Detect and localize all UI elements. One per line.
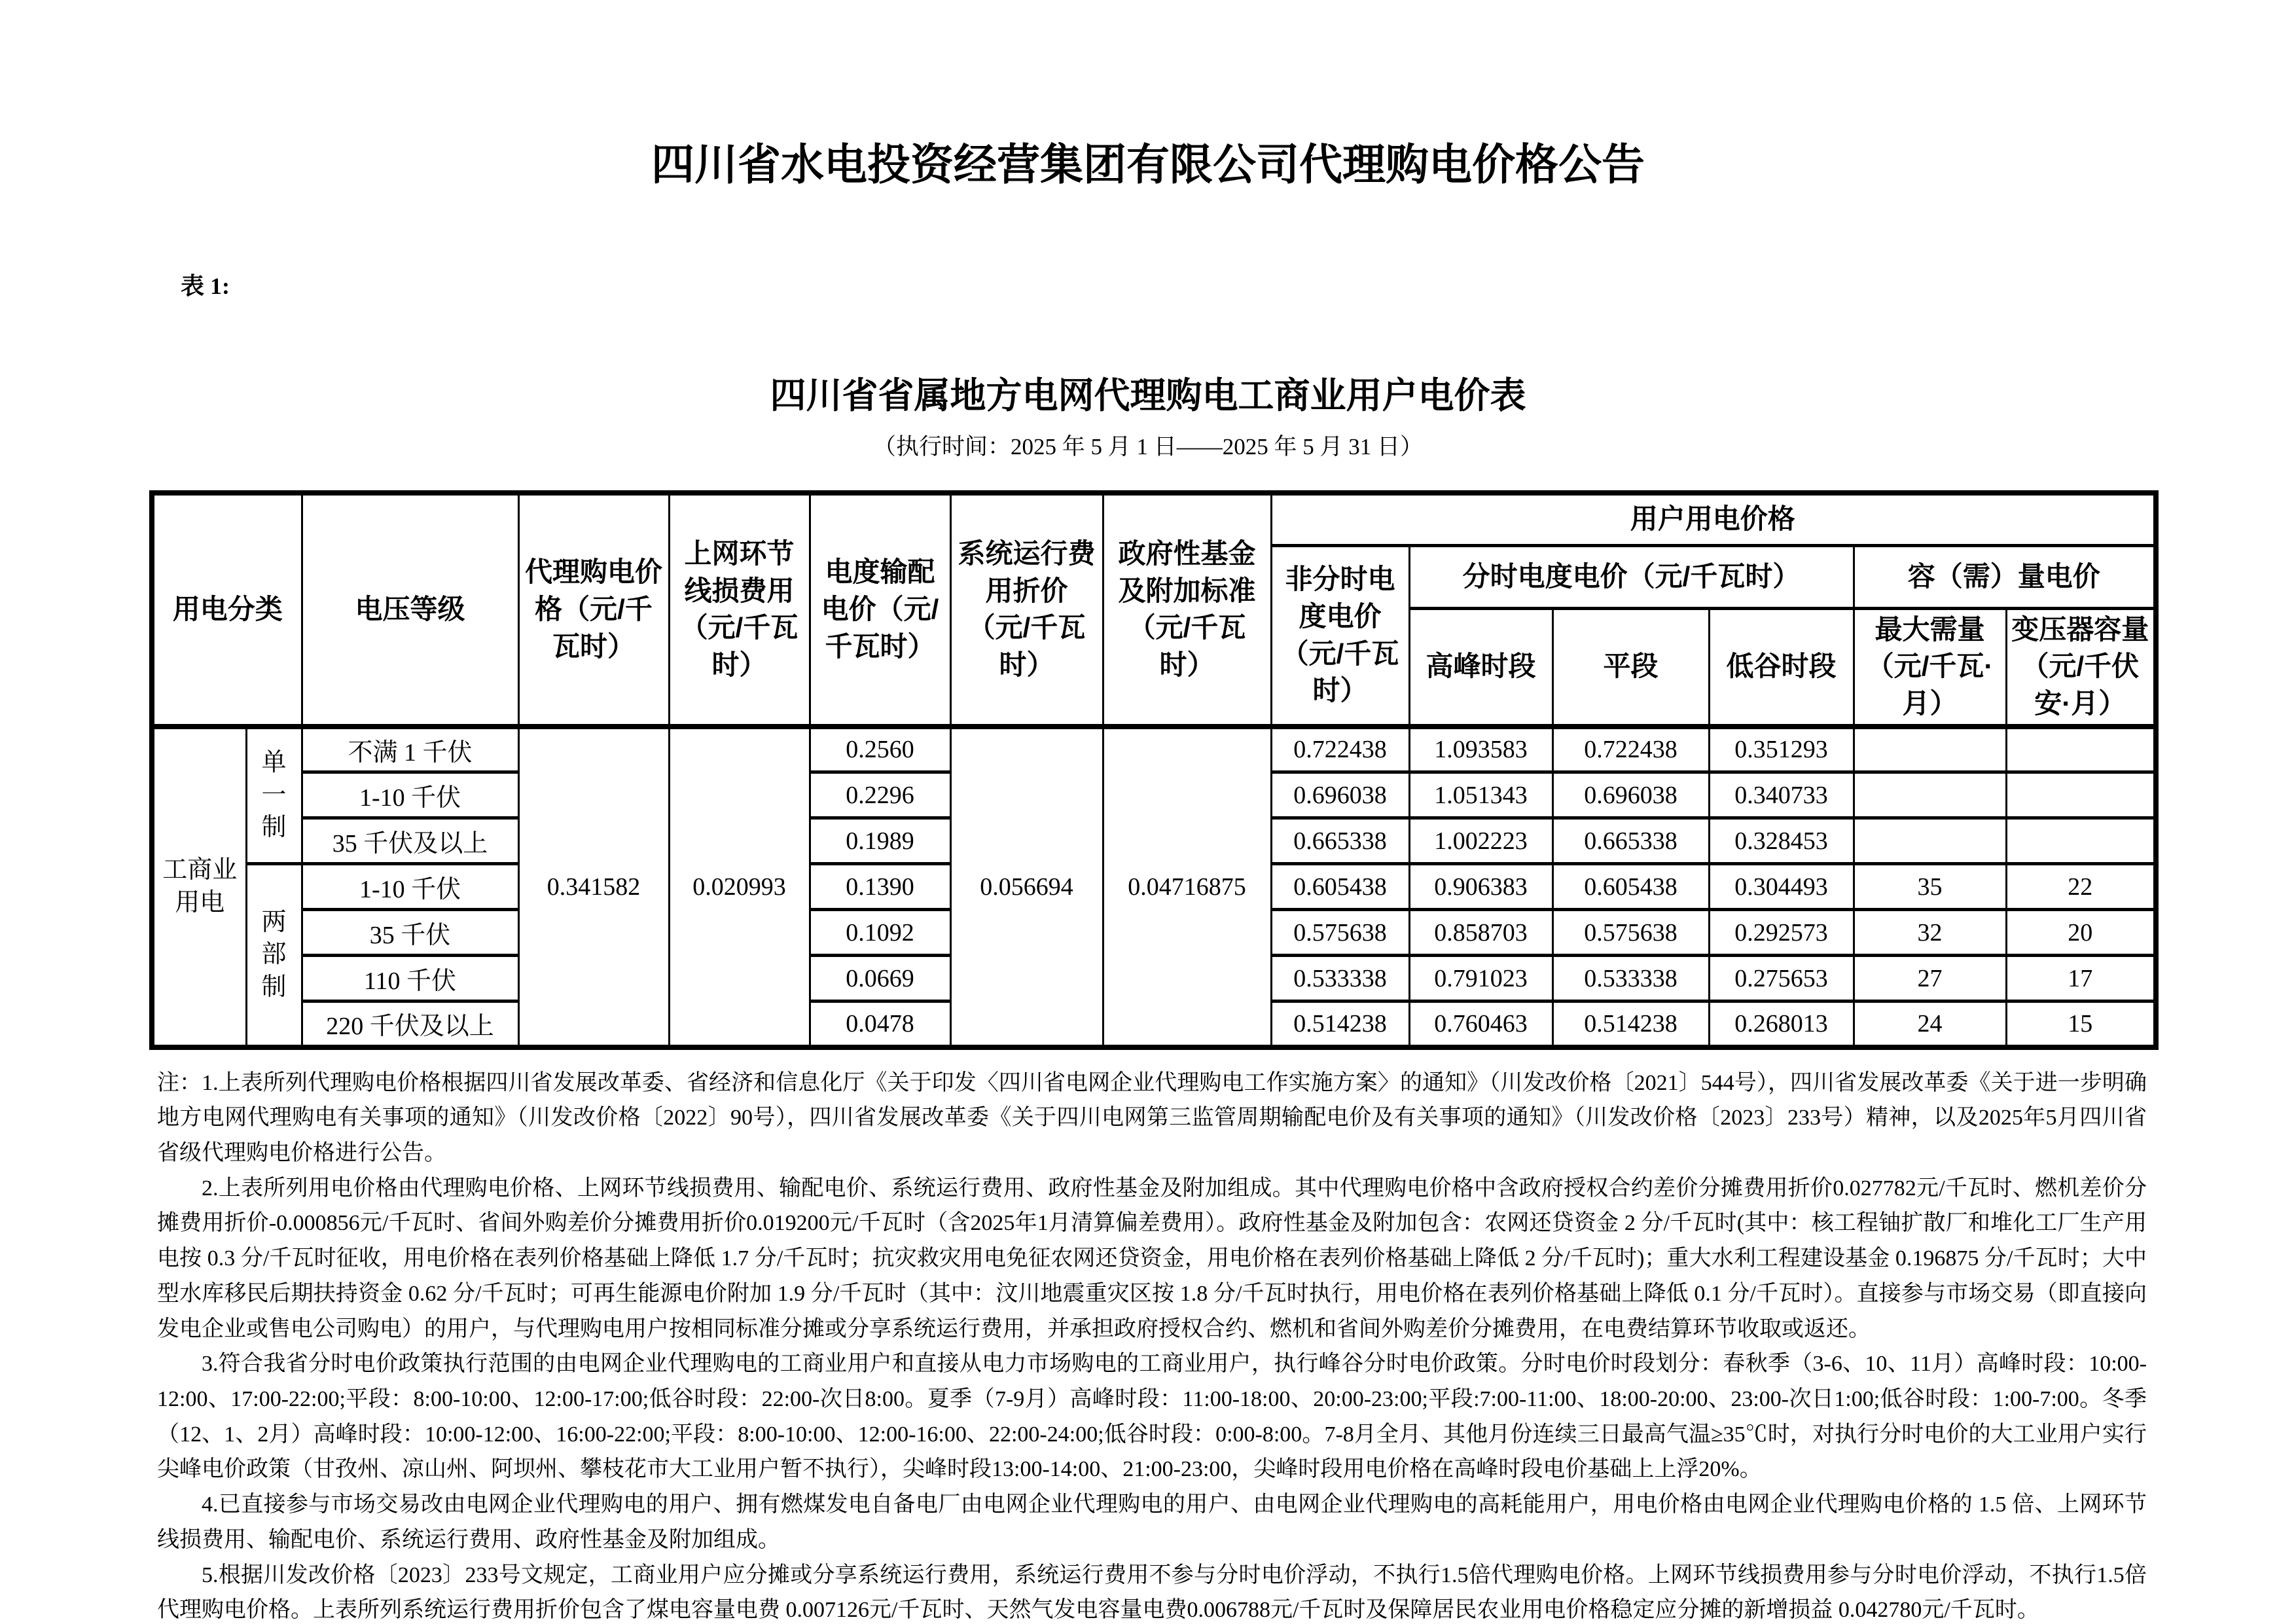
flat-price-cell: 0.722438 [1271,727,1409,772]
transmission-price-cell: 0.1989 [810,818,950,864]
peak-price-cell: 0.791023 [1409,956,1552,1001]
note-paragraph-2: 2.上表所列用电价格由代理购电价格、上网环节线损费用、输配电价、系统运行费用、政府性基金及附加组成。其中代理购电价格中含政府授权合约差价分摊费用折价0.027782元/千瓦时、燃机差价分摊费用折价-0.000856元/千瓦时、省间外购差价分摊费用折价0.019200元/千瓦时（含2025年1月清算偏差费用）。政府性基金及附加包含：农网还贷资金 2 分/千瓦时(其中：核工程铀扩散厂和堆化工厂生产用电按 0.3 分/千瓦时征收，用电价格在表列价格基础上降低 1.7 分/千瓦时；抗灾救灾用电免征农网还贷资金，用电价格在表列价格基础上降低 2 分/千瓦时)；重大水利工程建设基金 0.196875 分/千瓦时；大中型水库移民后期扶持资金 0.62 分/千瓦时；可再生能源电价附加 1.9 分/千瓦时（其中：汶川地震重灾区按 1.8 分/千瓦时执行，用电价格在表列价格基础上降低 0.1 分/千瓦时）。直接参与市场交易（即直接向发电企业或售电公司购电）的用户，与代理购电用户按相同标准分摊或分享系统运行费用，并承担政府授权合约、燃机和省间外购差价分摊费用，在电费结算环节收取或返还。 [157,1176,2147,1341]
normal-price-cell: 0.696038 [1552,772,1709,818]
peak-price-cell: 0.906383 [1409,864,1552,910]
agency-price-cell: 0.341582 [518,727,669,1047]
grid-loss-cell: 0.020993 [669,727,810,1047]
peak-price-cell: 0.760463 [1409,1001,1552,1047]
two-part-system-cell: 两部制 [246,864,302,1047]
header-usage-class: 用电分类 [152,493,302,727]
table-title: 四川省省属地方电网代理购电工商业用户电价表 [770,375,1526,416]
normal-price-cell: 0.533338 [1552,956,1709,1001]
notes-section [157,1066,2147,1624]
transformer-capacity-cell: 20 [2006,910,2156,956]
flat-price-cell: 0.533338 [1271,956,1409,1001]
normal-price-cell: 0.605438 [1552,864,1709,910]
document-title: 四川省水电投资经营集团有限公司代理购电价格公告 [651,140,1645,189]
price-table [149,490,2159,1050]
valley-price-cell: 0.275653 [1709,956,1854,1001]
peak-price-cell: 1.093583 [1409,727,1552,772]
valley-price-cell: 0.340733 [1709,772,1854,818]
single-system-cell: 单一制 [246,727,302,864]
transmission-price-cell: 0.0478 [810,1001,950,1047]
header-tou-price: 分时电度电价（元/千瓦时） [1409,545,1854,608]
header-user-price: 用户用电价格 [1271,493,2156,545]
voltage-cell: 220 千伏及以上 [302,1001,518,1047]
header-system-operation-fee: 系统运行费用折价（元/千瓦时） [950,493,1103,727]
normal-price-cell: 0.514238 [1552,1001,1709,1047]
flat-price-cell: 0.575638 [1271,910,1409,956]
header-max-demand: 最大需量（元/千瓦·月） [1854,608,2006,727]
empty-cell [2006,772,2156,818]
transmission-price-cell: 0.1092 [810,910,950,956]
note-paragraph-5: 5.根据川发改价格〔2023〕233号文规定，工商业用户应分摊或分享系统运行费用，系统运行费用不参与分时电价浮动，不执行1.5倍代理购电价格。上网环节线损费用参与分时电价浮动，不执行1.5倍代理购电价格。上表所列系统运行费用折价包含了煤电容量电费 0.007126元/千瓦时、天然气发电容量电费0.006788元/千瓦时及保障居民农业用电价格稳定应分摊的新增损益 0.042780元/千瓦时。 [157,1562,2147,1623]
transmission-price-cell: 0.2560 [810,727,950,772]
valley-price-cell: 0.268013 [1709,1001,1854,1047]
empty-cell [2006,818,2156,864]
note-paragraph-1: 注：1.上表所列代理购电价格根据四川省发展改革委、省经济和信息化厅《关于印发〈四川省电网企业代理购电工作实施方案〉的通知》（川发改价格〔2021〕544号），四川省发展改革委《关于进一步明确地方电网代理购电有关事项的通知》（川发改价格〔2022〕90号），四川省发展改革委《关于四川电网第三监管周期输配电价及有关事项的通知》（川发改价格〔2023〕233号）精神，以及2025年5月四川省省级代理购电价格进行公告。 [157,1070,2147,1165]
header-grid-loss-fee: 上网环节线损费用（元/千瓦时） [669,493,810,727]
peak-price-cell: 1.051343 [1409,772,1552,818]
empty-cell [1854,772,2006,818]
voltage-cell: 110 千伏 [302,956,518,1001]
header-peak-period: 高峰时段 [1409,608,1552,727]
flat-price-cell: 0.696038 [1271,772,1409,818]
peak-price-cell: 1.002223 [1409,818,1552,864]
transformer-capacity-cell: 17 [2006,956,2156,1001]
execution-period: （执行时间：2025 年 5 月 1 日——2025 年 5 月 31 日） [872,434,1423,460]
government-fund-cell: 0.04716875 [1103,727,1271,1047]
voltage-cell: 35 千伏 [302,910,518,956]
header-government-fund: 政府性基金及附加标准（元/千瓦时） [1103,493,1271,727]
flat-price-cell: 0.665338 [1271,818,1409,864]
system-fee-cell: 0.056694 [950,727,1103,1047]
valley-price-cell: 0.351293 [1709,727,1854,772]
note-paragraph-3: 3.符合我省分时电价政策执行范围的由电网企业代理购电的工商业用户和直接从电力市场购电的工商业用户，执行峰谷分时电价政策。分时电价时段划分：春秋季（3-6、10、11月）高峰时段：10:00-12:00、17:00-22:00;平段：8:00-10:00、12:00-17:00;低谷时段：22:00-次日8:00。夏季（7-9月）高峰时段：11:00-18:00、20:00-23:00;平段:7:00-11:00、18:00-20:00、23:00-次日1:00;低谷时段：1:00-7:00。冬季（12、1、2月）高峰时段：10:00-12:00、16:00-22:00;平段：8:00-10:00、12:00-16:00、22:00-24:00;低谷时段：0:00-8:00。7-8月全月、其他月份连续三日最高气温≥35℃时，对执行分时电价的大工业用户实行尖峰电价政策（甘孜州、凉山州、阿坝州、攀枝花市大工业用户暂不执行），尖峰时段13:00-14:00、21:00-23:00，尖峰时段用电价格在高峰时段电价基础上上浮20%。 [157,1352,2147,1482]
empty-cell [1854,727,2006,772]
voltage-cell: 1-10 千伏 [302,772,518,818]
transmission-price-cell: 0.0669 [810,956,950,1001]
transformer-capacity-cell: 15 [2006,1001,2156,1047]
voltage-cell: 不满 1 千伏 [302,727,518,772]
header-flat-price: 非分时电度电价（元/千瓦时） [1271,545,1409,727]
max-demand-cell: 32 [1854,910,2006,956]
header-transmission-price: 电度输配电价（元/千瓦时） [810,493,950,727]
normal-price-cell: 0.722438 [1552,727,1709,772]
table-row [152,727,2156,772]
transmission-price-cell: 0.2296 [810,772,950,818]
valley-price-cell: 0.304493 [1709,864,1854,910]
valley-price-cell: 0.328453 [1709,818,1854,864]
header-normal-period: 平段 [1552,608,1709,727]
max-demand-cell: 27 [1854,956,2006,1001]
empty-cell [1854,818,2006,864]
normal-price-cell: 0.575638 [1552,910,1709,956]
max-demand-cell: 35 [1854,864,2006,910]
voltage-cell: 1-10 千伏 [302,864,518,910]
transformer-capacity-cell: 22 [2006,864,2156,910]
header-valley-period: 低谷时段 [1709,608,1854,727]
transmission-price-cell: 0.1390 [810,864,950,910]
header-agency-price: 代理购电价格（元/千瓦时） [518,493,669,727]
note-paragraph-4: 4.已直接参与市场交易改由电网企业代理购电的用户、拥有燃煤发电自备电厂由电网企业代理购电的用户、由电网企业代理购电的高耗能用户，用电价格由电网企业代理购电价格的 1.5 倍、上网环节线损费用、输配电价、系统运行费用、政府性基金及附加组成。 [157,1492,2147,1552]
table-label: 表 1: [181,273,230,299]
header-capacity-price: 容（需）量电价 [1854,545,2156,608]
header-voltage-level: 电压等级 [302,493,518,727]
voltage-cell: 35 千伏及以上 [302,818,518,864]
normal-price-cell: 0.665338 [1552,818,1709,864]
flat-price-cell: 0.605438 [1271,864,1409,910]
max-demand-cell: 24 [1854,1001,2006,1047]
empty-cell [2006,727,2156,772]
header-transformer-capacity: 变压器容量（元/千伏安·月） [2006,608,2156,727]
valley-price-cell: 0.292573 [1709,910,1854,956]
flat-price-cell: 0.514238 [1271,1001,1409,1047]
category-cell: 工商业用电 [152,727,246,1047]
peak-price-cell: 0.858703 [1409,910,1552,956]
